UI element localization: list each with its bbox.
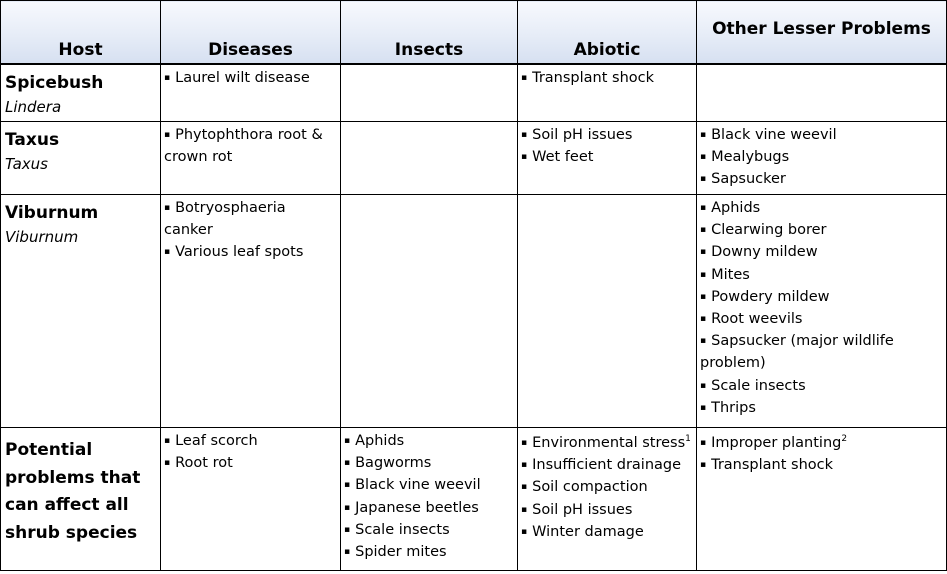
- bullet-icon: ▪: [164, 73, 171, 83]
- host-name: Taxus: [5, 130, 60, 150]
- abiotic-list: [518, 122, 696, 168]
- bullet-icon: ▪: [700, 203, 707, 213]
- diseases-list: [161, 122, 340, 168]
- abiotic-cell: [518, 122, 697, 195]
- host-cell: [1, 64, 161, 122]
- host-name: Potential problems that can affect all shrub species: [5, 440, 141, 543]
- table-row-spicebush: [1, 64, 947, 122]
- other-cell: [697, 64, 947, 122]
- bullet-icon: ▪: [700, 314, 707, 325]
- host-scientific-name: Taxus: [5, 155, 48, 173]
- bullet-icon: ▪: [521, 438, 528, 448]
- list-item: [700, 375, 944, 397]
- list-item: [700, 454, 944, 476]
- table-row-all-shrubs: [1, 428, 947, 571]
- item-text: Downy mildew: [711, 244, 818, 261]
- bullet-icon: ▪: [344, 524, 351, 535]
- bullet-icon: ▪: [344, 458, 351, 469]
- list-item: [164, 452, 338, 474]
- list-item: [521, 521, 694, 543]
- item-text: Clearwing borer: [711, 222, 827, 239]
- host-cell: [1, 195, 161, 428]
- host-cell: [1, 428, 161, 571]
- footnote-marker: 2: [841, 434, 848, 444]
- host-scientific-name: Viburnum: [5, 228, 79, 246]
- host-name: Spicebush: [5, 73, 104, 93]
- item-text: Environmental stress: [532, 435, 686, 451]
- item-text: Soil compaction: [532, 479, 648, 496]
- table-row-taxus: [1, 122, 947, 195]
- list-item: [700, 197, 944, 219]
- bullet-icon: ▪: [521, 504, 528, 515]
- list-item: [700, 308, 944, 330]
- insects-list: [341, 428, 517, 563]
- item-text: Scale insects: [711, 377, 806, 394]
- bullet-icon: ▪: [700, 130, 707, 140]
- bullet-icon: ▪: [164, 458, 171, 469]
- header-other: Other Lesser Problems: [697, 1, 947, 65]
- host-cell: [1, 122, 161, 195]
- bullet-icon: ▪: [700, 402, 707, 413]
- bullet-icon: ▪: [700, 438, 707, 448]
- list-item: [700, 330, 944, 374]
- list-item: [344, 430, 515, 452]
- item-text: Sapsucker: [711, 171, 786, 188]
- item-text: Insufficient drainage: [532, 457, 682, 474]
- item-text: Scale insects: [355, 521, 450, 538]
- list-item: [344, 519, 515, 541]
- bullet-icon: ▪: [521, 73, 528, 83]
- other-cell: [697, 428, 947, 571]
- item-text: Laurel wilt disease: [175, 70, 310, 86]
- list-item: [700, 397, 944, 419]
- item-text: Mealybugs: [711, 149, 790, 166]
- bullet-icon: ▪: [164, 203, 171, 213]
- bullet-icon: ▪: [521, 130, 528, 140]
- bullet-icon: ▪: [164, 130, 171, 140]
- list-item: [700, 124, 944, 146]
- bullet-icon: ▪: [700, 336, 707, 347]
- other-list: [697, 65, 946, 67]
- table-row-viburnum: [1, 195, 947, 428]
- item-text: Transplant shock: [711, 457, 834, 474]
- list-item: [521, 146, 694, 168]
- item-text: Transplant shock: [532, 70, 655, 86]
- list-item: [164, 67, 338, 89]
- bullet-icon: ▪: [700, 291, 707, 302]
- insects-list: [341, 65, 517, 67]
- bullet-icon: ▪: [521, 526, 528, 537]
- bullet-icon: ▪: [700, 380, 707, 391]
- list-item: [700, 219, 944, 241]
- header-row: [1, 1, 947, 65]
- header-diseases: Diseases: [161, 1, 341, 65]
- other-list: [697, 122, 946, 191]
- bullet-icon: ▪: [521, 482, 528, 493]
- abiotic-cell: [518, 428, 697, 571]
- insects-cell: [341, 122, 518, 195]
- diseases-cell: [161, 428, 341, 571]
- item-text: Root weevils: [711, 311, 803, 328]
- item-text: Thrips: [711, 399, 756, 416]
- abiotic-list: [518, 428, 696, 543]
- footnote-marker: 1: [685, 434, 691, 444]
- item-text: Black vine weevil: [711, 127, 837, 143]
- item-text: Phytophthora root & crown rot: [164, 127, 323, 166]
- list-item: [344, 541, 515, 563]
- bullet-icon: ▪: [700, 152, 707, 163]
- item-text: Botryosphaeria canker: [164, 200, 286, 239]
- insects-cell: [341, 195, 518, 428]
- abiotic-list: [518, 65, 696, 89]
- bullet-icon: ▪: [700, 269, 707, 280]
- bullet-icon: ▪: [164, 436, 171, 446]
- bullet-icon: ▪: [700, 460, 707, 471]
- insects-list: [341, 195, 517, 197]
- host-scientific-name: Lindera: [5, 98, 62, 116]
- item-text: Root rot: [175, 455, 233, 472]
- list-item: [164, 124, 338, 168]
- list-item: [521, 476, 694, 498]
- item-text: Sapsucker (major wildlife problem): [700, 333, 894, 372]
- bullet-icon: ▪: [164, 247, 171, 258]
- diseases-cell: [161, 64, 341, 122]
- bullet-icon: ▪: [521, 152, 528, 163]
- list-item: [521, 124, 694, 146]
- item-text: Powdery mildew: [711, 288, 830, 305]
- abiotic-cell: [518, 195, 697, 428]
- item-text: Aphids: [355, 433, 405, 449]
- list-item: [344, 474, 515, 496]
- bullet-icon: ▪: [700, 174, 707, 185]
- list-item: [521, 432, 694, 454]
- item-text: Improper planting: [711, 435, 842, 451]
- diseases-cell: [161, 122, 341, 195]
- header-abiotic: Abiotic: [518, 1, 697, 65]
- diseases-list: [161, 428, 340, 474]
- insects-list: [341, 122, 517, 124]
- diseases-list: [161, 65, 340, 89]
- list-item: [700, 168, 944, 190]
- bullet-icon: ▪: [700, 247, 707, 258]
- bullet-icon: ▪: [344, 547, 351, 558]
- abiotic-list: [518, 195, 696, 197]
- list-item: [700, 264, 944, 286]
- other-list: [697, 195, 946, 419]
- list-item: [344, 497, 515, 519]
- item-text: Soil pH issues: [532, 127, 633, 143]
- item-text: Aphids: [711, 200, 761, 216]
- diseases-list: [161, 195, 340, 264]
- item-text: Wet feet: [532, 149, 594, 166]
- insects-cell: [341, 428, 518, 571]
- other-cell: [697, 195, 947, 428]
- insects-cell: [341, 64, 518, 122]
- bullet-icon: ▪: [344, 502, 351, 513]
- list-item: [164, 197, 338, 241]
- item-text: Leaf scorch: [175, 433, 258, 449]
- list-item: [164, 430, 338, 452]
- item-text: Soil pH issues: [532, 501, 633, 518]
- list-item: [521, 499, 694, 521]
- list-item: [521, 67, 694, 89]
- list-item: [521, 454, 694, 476]
- bullet-icon: ▪: [344, 480, 351, 491]
- list-item: [700, 241, 944, 263]
- item-text: Bagworms: [355, 455, 432, 472]
- bullet-icon: ▪: [521, 460, 528, 471]
- item-text: Spider mites: [355, 544, 447, 561]
- diseases-cell: [161, 195, 341, 428]
- host-name: Viburnum: [5, 203, 99, 223]
- list-item: [700, 432, 944, 454]
- item-text: Various leaf spots: [175, 244, 304, 261]
- list-item: [164, 241, 338, 263]
- other-list: [697, 428, 946, 476]
- bullet-icon: ▪: [700, 225, 707, 236]
- abiotic-cell: [518, 64, 697, 122]
- header-insects: Insects: [341, 1, 518, 65]
- bullet-icon: ▪: [344, 436, 351, 446]
- item-text: Japanese beetles: [355, 499, 479, 516]
- other-cell: [697, 122, 947, 195]
- list-item: [700, 286, 944, 308]
- header-host: Host: [1, 1, 161, 65]
- item-text: Mites: [711, 266, 750, 283]
- item-text: Winter damage: [532, 523, 644, 540]
- list-item: [700, 146, 944, 168]
- item-text: Black vine weevil: [355, 477, 481, 494]
- list-item: [344, 452, 515, 474]
